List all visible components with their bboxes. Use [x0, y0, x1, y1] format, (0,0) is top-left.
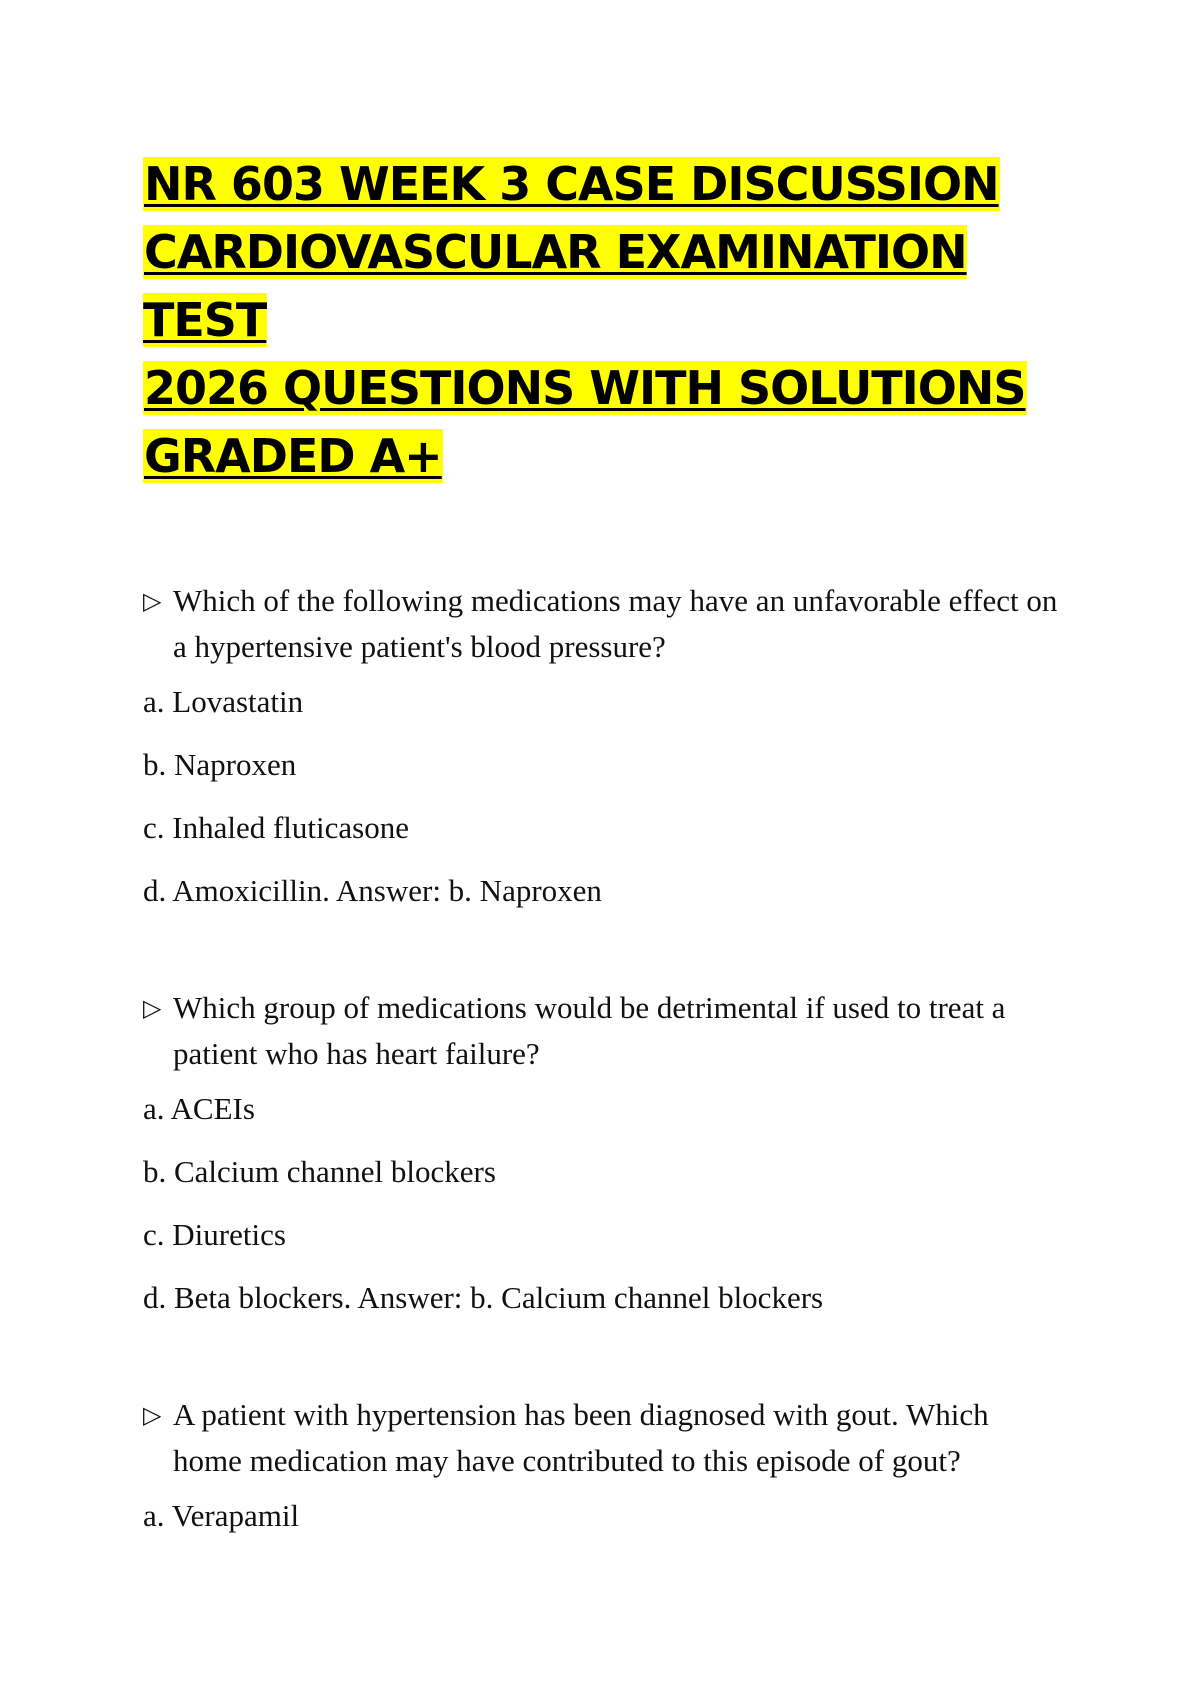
- option-item: a. Lovastatin: [143, 684, 304, 719]
- question-text: ▷ Which of the following medications may have an unfavorable effect on a hypertensive patient's blood pressure?: [143, 578, 1063, 670]
- question-2: [143, 985, 1063, 1318]
- title-line: 2026 QUESTIONS WITH SOLUTIONS: [144, 361, 1026, 415]
- option-item: a. Verapamil: [143, 1498, 300, 1533]
- option-item: c. Diuretics: [143, 1217, 286, 1252]
- triangle-bullet-icon: ▷: [143, 1401, 162, 1429]
- option-item-with-answer: d. Beta blockers. Answer: b. Calcium channel blockers: [143, 1280, 824, 1315]
- option-list: [143, 1496, 1063, 1536]
- question-text: ▷ A patient with hypertension has been diagnosed with gout. Which home medication may have contributed to this episode of gout?: [143, 1392, 1063, 1484]
- option-item: b. Naproxen: [143, 747, 297, 782]
- option-item: c. Inhaled fluticasone: [143, 810, 409, 845]
- option-list: [143, 682, 1063, 911]
- question-3: [143, 1392, 1063, 1536]
- option-item: b. Calcium channel blockers: [143, 1154, 496, 1189]
- triangle-bullet-icon: ▷: [143, 587, 162, 615]
- question-text: ▷ Which group of medications would be detrimental if used to treat a patient who has heart failure?: [143, 985, 1063, 1077]
- triangle-bullet-icon: ▷: [143, 994, 162, 1022]
- option-item-with-answer: d. Amoxicillin. Answer: b. Naproxen: [143, 873, 602, 908]
- option-item: a. ACEIs: [143, 1091, 255, 1126]
- title-line: GRADED A+: [144, 429, 442, 483]
- title-line: NR 603 WEEK 3 CASE DISCUSSION: [144, 157, 999, 211]
- title-line: CARDIOVASCULAR EXAMINATION TEST: [143, 225, 967, 347]
- document-title: [143, 150, 1063, 490]
- question-list: [143, 578, 1063, 1536]
- document-page: [143, 150, 1063, 1610]
- question-1: [143, 578, 1063, 911]
- option-list: [143, 1089, 1063, 1318]
